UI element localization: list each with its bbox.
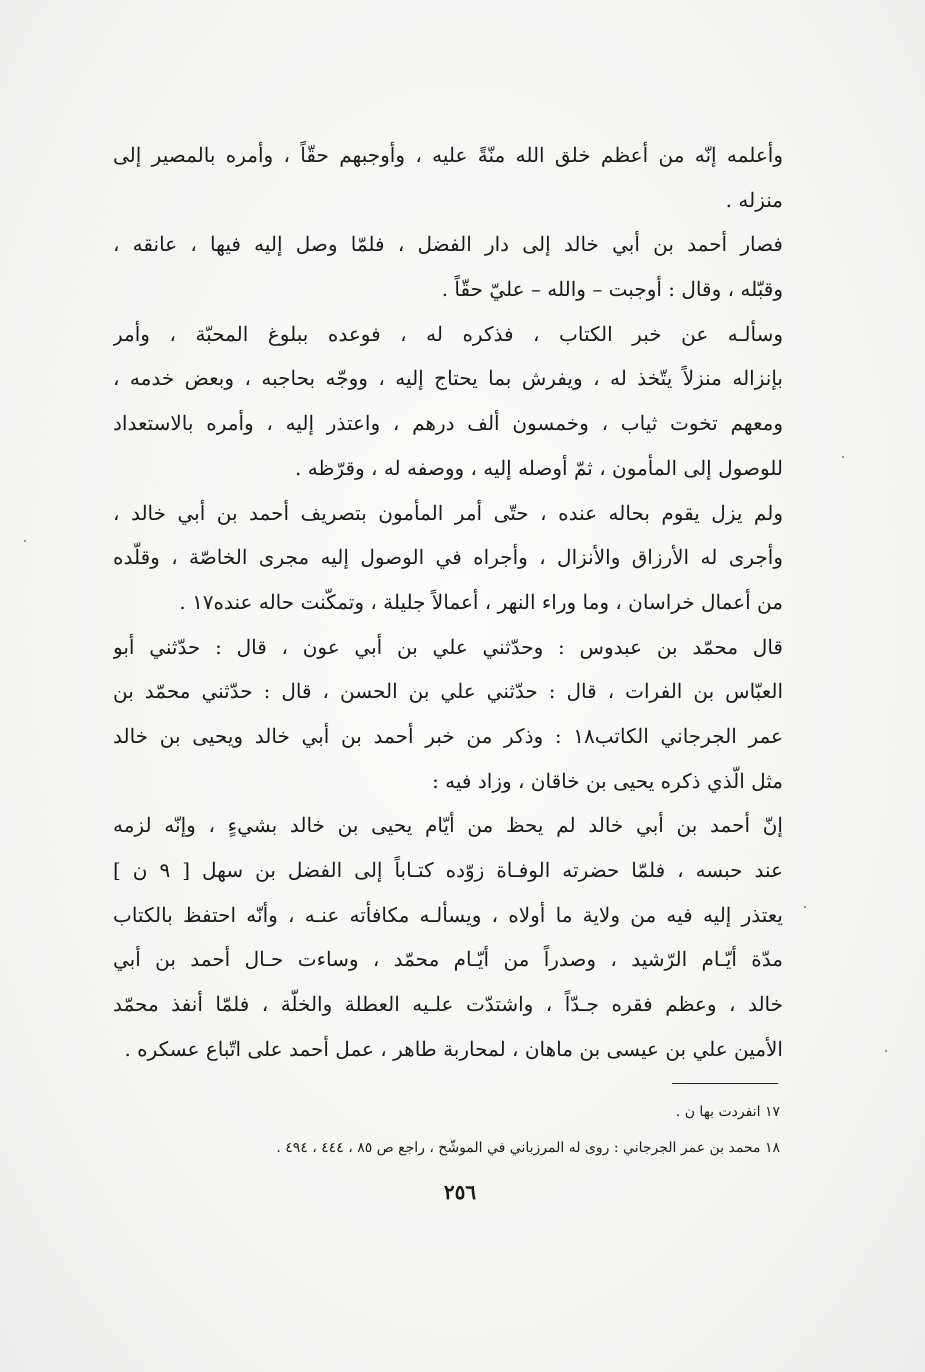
text-line: ومعهم تخوت ثياب ، وخمسون ألف درهم ، واعتذر إليه ، وأمره بالاستعداد (113, 411, 783, 436)
paragraph (113, 222, 783, 311)
text-line: الأمين علي بن عيسى بن ماهان ، لمحاربة طاهر ، عمل أحمد على اتّباع عسكره . (124, 1036, 783, 1061)
text-line: من أعمال خراسان ، وما وراء النهر ، أعمالاً جليلة ، وتمكّنت حاله عنده١٧ . (179, 589, 783, 614)
text-line: وأعلمه إنّه من أعظم خلق الله منّةً عليه ، وأوجبهم حقّاً ، وأمره بالمصير إلى (113, 143, 783, 167)
scan-speck (24, 540, 26, 542)
page-number: ٢٥٦ (443, 1180, 477, 1204)
footnote: ١٧ انفردت بها ن . (675, 1104, 780, 1120)
text-line: العبّاس بن الفرات ، قال : حدّثني علي بن الحسن ، قال : حدّثني محمّد بن (113, 679, 783, 704)
footnotes (160, 1094, 780, 1166)
footnote: ١٨ محمد بن عمر الجرجاني : روى له المرزباني في الموشّح ، راجع ص ٨٥ ، ٤٤٤ ، ٤٩٤ . (276, 1140, 780, 1156)
text-line: قال محمّد بن عبدوس : وحدّثني علي بن أبي عون ، قال : حدّثني أبو (113, 634, 783, 659)
text-line: مدّة أيّـام الرّشيد ، وصدراً من أيّـام محمّد ، وساءت حـال أحمد بن أبي (113, 947, 783, 972)
text-line: فصار أحمد بن أبي خالد إلى دار الفضل ، فلمّا وصل إليه فيها ، عانقه ، (113, 232, 783, 257)
scan-speck (842, 456, 844, 458)
text-line: مثل الّذي ذكره يحيى بن خاقان ، وزاد فيه : (432, 768, 783, 793)
text-line: للوصول إلى المأمون ، ثمّ أوصله إليه ، ووصفه له ، وقرّظه . (295, 455, 783, 480)
paragraph (113, 491, 783, 625)
paragraph (113, 312, 783, 491)
footnote-separator (672, 1083, 778, 1084)
text-line: منزله . (725, 187, 783, 212)
paragraph (113, 625, 783, 804)
text-line: وأجرى له الأرزاق والأنزال ، وأجراه في الوصول إليه مجرى الخاصّة ، وقلّده (113, 545, 783, 570)
text-line: عمر الجرجاني الكاتب١٨ : وذكر من خبر أحمد بن أبي خالد ويحيى بن خالد (113, 723, 783, 748)
paragraph (113, 133, 783, 222)
paragraph (113, 803, 783, 1071)
scan-speck (804, 906, 806, 908)
text-line: بإنزاله منزلاً يتّخذ له ، ويفرش بما يحتاج إليه ، ووجّه بحاجبه ، وبعض خدمه ، (113, 366, 783, 391)
body-text (113, 133, 783, 1071)
text-line: وسألـه عن خبر الكتاب ، فذكره له ، فوعده ببلوغ المحبّة ، وأمر (113, 321, 783, 346)
text-line: خالد ، وعظم فقره جـدّاً ، واشتدّت علـيه العطلة والخلّة ، فلمّا أنفذ محمّد (113, 992, 783, 1017)
text-line: وقبّله ، وقال : أوجبت – والله – عليّ حقّاً . (441, 277, 783, 302)
scan-speck (885, 1050, 887, 1052)
text-line: عند حبسه ، فلمّا حضرته الوفـاة زوّده كتـاباً إلى الفضل بن سهل [ ٩ ن ] (113, 858, 783, 882)
text-line: إنّ أحمد بن أبي خالد لم يحظ من أيّام يحيى بن خالد بشيءٍ ، وإنّه لزمه (113, 813, 783, 838)
text-line: ولم يزل يقوم بحاله عنده ، حتّى أمر المأمون بتصريف أحمد بن أبي خالد ، (113, 500, 783, 525)
text-line: يعتذر إليه فيه من ولاية ما أولاه ، ويسألـه مكافأته عنـه ، وأنّه احتفظ بالكتاب (113, 902, 783, 927)
